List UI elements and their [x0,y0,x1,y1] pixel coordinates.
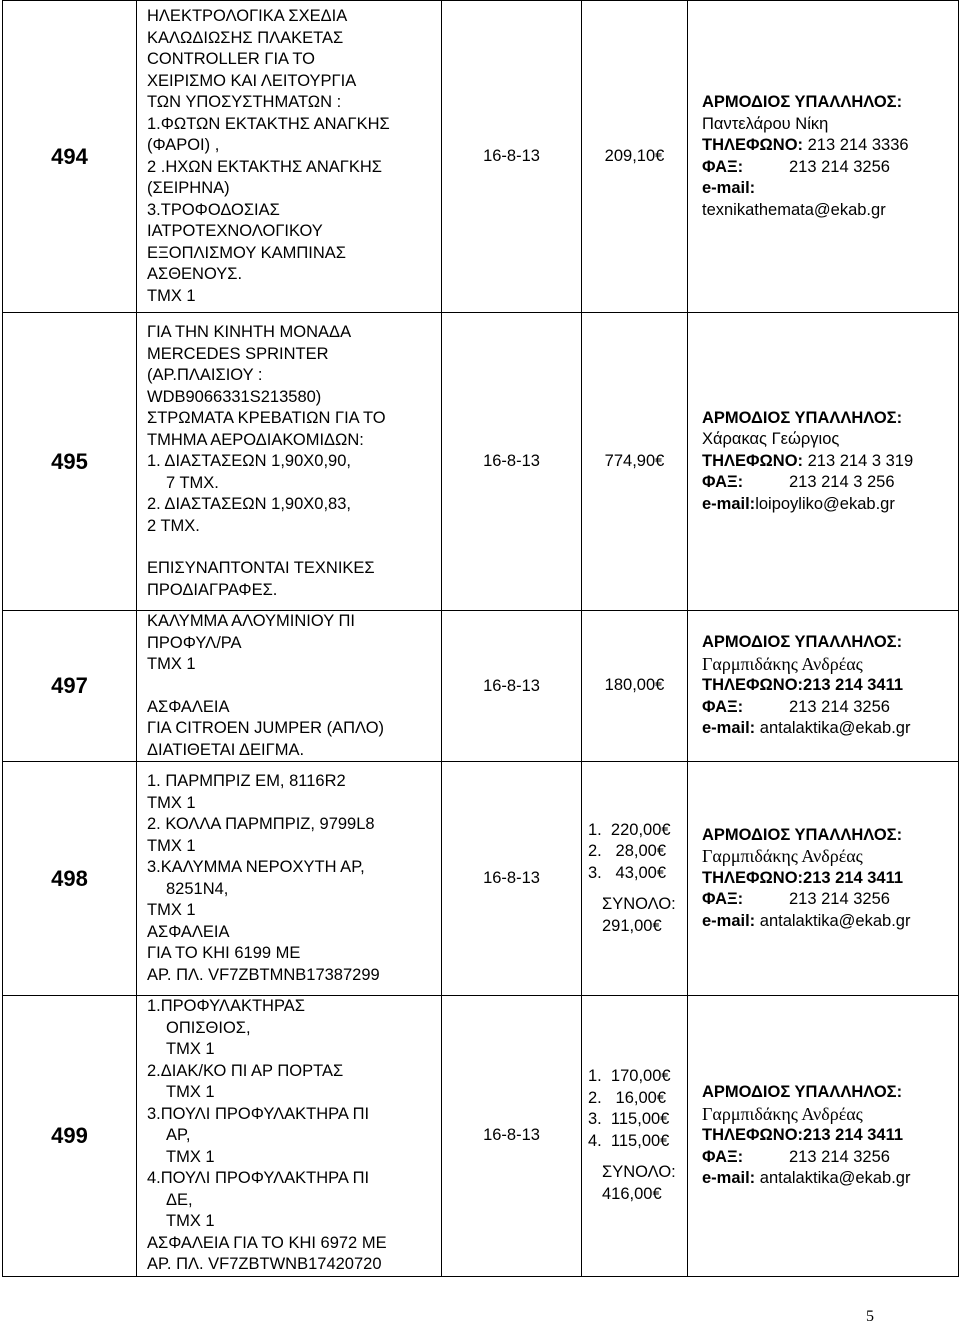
contact-info: ΑΡΜΟΔΙΟΣ ΥΠΑΛΛΗΛΟΣ: Γαρμπιδάκης Ανδρέας ΤΗΛΕΦΩΝΟ:213 214 3411 ΦΑΞ: 213 214 3256 e-mail: antalaktika@ekab.gr [688,996,959,1277]
contact-name: Παντελάρου Νίκη [702,114,829,133]
table-row [3,611,959,762]
table-row [3,996,959,1277]
item-description: ΗΛΕΚΤΡΟΛΟΓΙΚΑ ΣΧΕΔΙΑ ΚΑΛΩΔΙΩΣΗΣ ΠΛΑΚΕΤΑΣ CONTROLLER ΓΙΑ ΤΟ ΧΕΙΡΙΣΜΟ ΚΑΙ ΛΕΙΤΟΥΡΓΙΑ ΤΩΝ ΥΠΟΣΥΣΤΗΜΑΤΩΝ : 1.ΦΩΤΩΝ ΕΚΤΑΚΤΗΣ ΑΝΑΓΚΗΣ (ΦΑΡΟΙ) , 2 .ΗΧΩΝ ΕΚΤΑΚΤΗΣ ΑΝΑΓΚΗΣ (ΣΕΙΡΗΝΑ) 3.ΤΡΟΦΟΔΟΣΙΑΣ ΙΑΤΡΟΤΕΧΝΟΛΟΓΙΚΟΥ ΕΞΟΠΛΙΣΜΟΥ ΚΑΜΠΙΝΑΣ ΑΣΘΕΝΟΥΣ. ΤΜΧ 1 [137,1,442,313]
procurement-table [2,0,959,1277]
table-row [3,1,959,313]
item-date: 16-8-13 [442,611,582,762]
item-description: ΚΑΛΥΜΜΑ ΑΛΟΥΜΙΝΙΟΥ ΠΙ ΠΡΟΦΥΛ/ΡΑ ΤΜΧ 1 ΑΣΦΑΛΕΙΑ ΓΙΑ CITROEN JUMPER (ΑΠΛΟ) ΔΙΑΤΙΘΕΤΑΙ ΔΕΙΓΜΑ. [137,611,442,762]
item-date: 16-8-13 [442,313,582,611]
contact-title: ΑΡΜΟΔΙΟΣ ΥΠΑΛΛΗΛΟΣ: [702,93,903,111]
item-number: 499 [3,996,137,1277]
item-date: 16-8-13 [442,1,582,313]
item-date: 16-8-13 [442,762,582,996]
contact-title: ΑΡΜΟΔΙΟΣ ΥΠΑΛΛΗΛΟΣ: [702,825,903,844]
total-label: ΣΥΝΟΛΟ: [602,1163,676,1182]
contact-title: ΑΡΜΟΔΙΟΣ ΥΠΑΛΛΗΛΟΣ: [702,633,903,652]
item-amount: 180,00€ [582,611,688,762]
table-row [3,762,959,996]
item-number: 495 [3,313,137,611]
item-number: 494 [3,1,137,313]
item-description: 1.ΠΡΟΦΥΛΑΚΤΗΡΑΣ ΟΠΙΣΘΙΟΣ, ΤΜΧ 1 2.ΔΙΑΚ/ΚΟ ΠΙ ΑΡ ΠΟΡΤΑΣ ΤΜΧ 1 3.ΠΟΥΛΙ ΠΡΟΦΥΛΑΚΤΗΡΑ ΠΙ ΑΡ, ΤΜΧ 1 4.ΠΟΥΛΙ ΠΡΟΦΥΛΑΚΤΗΡΑ ΠΙ ΔΕ, ΤΜΧ 1 ΑΣΦΑΛΕΙΑ ΓΙΑ ΤΟ ΚΗΙ 6972 ΜΕ ΑΡ. ΠΛ. VF7ZBTWNB17420720 [137,996,442,1277]
table-row [3,313,959,611]
contact-email: antalaktika@ekab.gr [759,911,911,930]
item-description: ΓΙΑ ΤΗΝ ΚΙΝΗΤΗ ΜΟΝΑΔΑ MERCEDES SPRINTER (ΑΡ.ΠΛΑΙΣΙΟΥ : WDB9066331S213580) ΣΤΡΩΜΑΤΑ ΚΡΕΒΑΤΙΩΝ ΓΙΑ ΤΟ ΤΜΗΜΑ ΑΕΡΟΔΙΑΚΟΜΙΔΩΝ: 1. ΔΙΑΣΤΑΣΕΩΝ 1,90Χ0,90, 7 ΤΜΧ. 2. ΔΙΑΣΤΑΣΕΩΝ 1,90Χ0,83, 2 ΤΜΧ. ΕΠΙΣΥΝΑΠΤΟΝΤΑΙ ΤΕΧΝΙΚΕΣ ΠΡΟΔΙΑΓΡΑΦΕΣ. [137,313,442,611]
contact-title: ΑΡΜΟΔΙΟΣ ΥΠΑΛΛΗΛΟΣ: [702,408,903,427]
contact-email: antalaktika@ekab.gr [759,719,911,738]
contact-info: ΑΡΜΟΔΙΟΣ ΥΠΑΛΛΗΛΟΣ: Γαρμπιδάκης Ανδρέας ΤΗΛΕΦΩΝΟ:213 214 3411 ΦΑΞ: 213 214 3256 e-mail: antalaktika@ekab.gr [688,762,959,996]
contact-name: Γαρμπιδάκης Ανδρέας [702,846,863,867]
item-amount: 209,10€ [582,1,688,313]
contact-info: ΑΡΜΟΔΙΟΣ ΥΠΑΛΛΗΛΟΣ: Παντελάρου Νίκη ΤΗΛΕΦΩΝΟ: 213 214 3336 ΦΑΞ: 213 214 3256 e-mail: texnikathemata@ekab.gr [688,1,959,313]
page-number: 5 [866,1308,874,1325]
item-amounts: 1. 220,00€ 2. 28,00€ 3. 43,00€ ΣΥΝΟΛΟ: 291,00€ [582,762,688,996]
contact-email: loipoyliko@ekab.gr [755,494,895,513]
contact-info: ΑΡΜΟΔΙΟΣ ΥΠΑΛΛΗΛΟΣ: Γαρμπιδάκης Ανδρέας ΤΗΛΕΦΩΝΟ:213 214 3411 ΦΑΞ: 213 214 3256 e-mail: antalaktika@ekab.gr [688,611,959,762]
total-value: 291,00€ [602,916,662,935]
contact-name: Χάρακας Γεώργιος [702,430,840,449]
item-amounts: 1. 170,00€ 2. 16,00€ 3. 115,00€ 4. 115,00€ ΣΥΝΟΛΟ: 416,00€ [582,996,688,1277]
item-amount: 774,90€ [582,313,688,611]
contact-info: ΑΡΜΟΔΙΟΣ ΥΠΑΛΛΗΛΟΣ: Χάρακας Γεώργιος ΤΗΛΕΦΩΝΟ: 213 214 3 319 ΦΑΞ: 213 214 3 256 e-mail:loipoyliko@ekab.gr [688,313,959,611]
item-description: 1. ΠΑΡΜΠΡΙΖ ΕΜ, 8116R2 ΤΜΧ 1 2. ΚΟΛΛΑ ΠΑΡΜΠΡΙΖ, 9799L8 ΤΜΧ 1 3.ΚΑΛΥΜΜΑ ΝΕΡΟΧΥΤΗ ΑΡ, 8251N4, ΤΜΧ 1 ΑΣΦΑΛΕΙΑ ΓΙΑ ΤΟ ΚΗΙ 6199 ΜΕ ΑΡ. ΠΛ. VF7ZBTMNB17387299 [137,762,442,996]
total-label: ΣΥΝΟΛΟ: [602,895,676,914]
contact-email: antalaktika@ekab.gr [759,1169,911,1187]
contact-email: texnikathemata@ekab.gr [702,200,886,219]
contact-name: Γαρμπιδάκης Ανδρέας [702,653,863,674]
item-number: 498 [3,762,137,996]
item-number: 497 [3,611,137,762]
item-date: 16-8-13 [442,996,582,1277]
contact-title: ΑΡΜΟΔΙΟΣ ΥΠΑΛΛΗΛΟΣ: [702,1083,903,1101]
total-value: 416,00€ [602,1184,662,1203]
contact-name: Γαρμπιδάκης Ανδρέας [702,1103,863,1124]
